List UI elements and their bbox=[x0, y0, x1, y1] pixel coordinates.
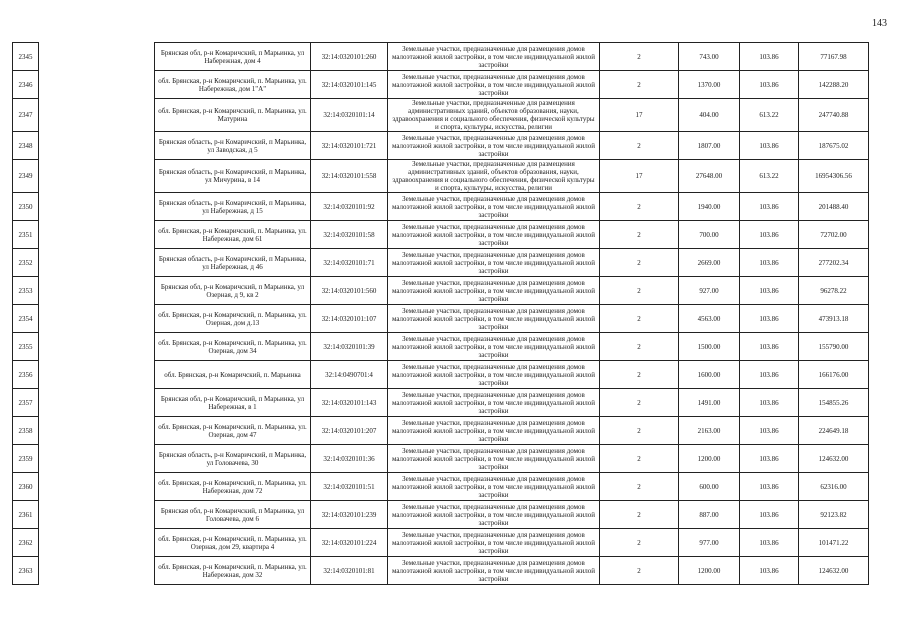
address-cell: Брянская обл, р-н Комаричский, п Марьинка, ул Набережная, в 1 bbox=[155, 389, 311, 417]
address-cell: обл. Брянская, р-н Комаричский, п. Марьинка, ул. Матурина bbox=[155, 99, 311, 132]
cadastral-value-cell: 154855.26 bbox=[799, 389, 869, 417]
cadastral-number-cell: 32:14:0320101:81 bbox=[311, 557, 388, 585]
row-number-cell: 2363 bbox=[13, 557, 39, 585]
cadastral-value-cell: 101471.22 bbox=[799, 529, 869, 557]
rate-cell: 103.86 bbox=[740, 277, 799, 305]
row-number-cell: 2346 bbox=[13, 71, 39, 99]
group-cell: 2 bbox=[600, 43, 679, 71]
row-number-cell: 2356 bbox=[13, 361, 39, 389]
cadastral-number-cell: 32:14:0320101:92 bbox=[311, 193, 388, 221]
table-row bbox=[13, 71, 869, 99]
cadastral-number-cell: 32:14:0320101:558 bbox=[311, 160, 388, 193]
cadastral-value-cell: 124632.00 bbox=[799, 445, 869, 473]
group-cell: 2 bbox=[600, 557, 679, 585]
address-cell: обл. Брянская, р-н Комаричский, п. Марьинка, ул. Набережная, дом 32 bbox=[155, 557, 311, 585]
area-cell: 1500.00 bbox=[679, 333, 740, 361]
address-cell: обл. Брянская, р-н Комаричский, п. Марьинка, ул. Озерная, дом 47 bbox=[155, 417, 311, 445]
rate-cell: 103.86 bbox=[740, 193, 799, 221]
spacer-cell bbox=[39, 160, 155, 193]
row-number-cell: 2357 bbox=[13, 389, 39, 417]
row-number-cell: 2347 bbox=[13, 99, 39, 132]
address-cell: Брянская область, р-н Комаричский, п Марьинка, ул Головачева, 30 bbox=[155, 445, 311, 473]
address-cell: обл. Брянская, р-н Комаричский, п. Марьинка, ул. Набережная, дом 1"А" bbox=[155, 71, 311, 99]
group-cell: 2 bbox=[600, 333, 679, 361]
cadastral-value-cell: 155790.00 bbox=[799, 333, 869, 361]
cadastral-number-cell: 32:14:0490701:4 bbox=[311, 361, 388, 389]
cadastral-number-cell: 32:14:0320101:39 bbox=[311, 333, 388, 361]
rate-cell: 103.86 bbox=[740, 501, 799, 529]
spacer-cell bbox=[39, 43, 155, 71]
row-number-cell: 2358 bbox=[13, 417, 39, 445]
address-cell: обл. Брянская, р-н Комаричский, п. Марьинка bbox=[155, 361, 311, 389]
table-row bbox=[13, 99, 869, 132]
table-row bbox=[13, 529, 869, 557]
cadastral-number-cell: 32:14:0320101:107 bbox=[311, 305, 388, 333]
rate-cell: 103.86 bbox=[740, 305, 799, 333]
table-row bbox=[13, 333, 869, 361]
area-cell: 600.00 bbox=[679, 473, 740, 501]
area-cell: 1491.00 bbox=[679, 389, 740, 417]
table-row bbox=[13, 417, 869, 445]
table-row bbox=[13, 557, 869, 585]
cadastral-value-cell: 16954306.56 bbox=[799, 160, 869, 193]
rate-cell: 103.86 bbox=[740, 333, 799, 361]
group-cell: 17 bbox=[600, 99, 679, 132]
rate-cell: 613.22 bbox=[740, 160, 799, 193]
address-cell: обл. Брянская, р-н Комаричский, п. Марьинка, ул. Озерная, дом д.13 bbox=[155, 305, 311, 333]
land-purpose-cell: Земельные участки, предназначенные для размещения домов малоэтажной жилой застройки, в том числе индивидуальной жилой застройки bbox=[388, 71, 600, 99]
rate-cell: 103.86 bbox=[740, 529, 799, 557]
table-row bbox=[13, 501, 869, 529]
rate-cell: 103.86 bbox=[740, 473, 799, 501]
land-purpose-cell: Земельные участки, предназначенные для размещения административных зданий, объектов образования, науки, здравоохранения и социального обеспечения, физической культуры и спорта, культуры, искусства, религии bbox=[388, 99, 600, 132]
row-number-cell: 2350 bbox=[13, 193, 39, 221]
row-number-cell: 2354 bbox=[13, 305, 39, 333]
cadastral-number-cell: 32:14:0320101:224 bbox=[311, 529, 388, 557]
cadastral-number-cell: 32:14:0320101:36 bbox=[311, 445, 388, 473]
land-purpose-cell: Земельные участки, предназначенные для размещения домов малоэтажной жилой застройки, в том числе индивидуальной жилой застройки bbox=[388, 277, 600, 305]
spacer-cell bbox=[39, 557, 155, 585]
cadastral-value-cell: 473913.18 bbox=[799, 305, 869, 333]
rate-cell: 103.86 bbox=[740, 71, 799, 99]
spacer-cell bbox=[39, 221, 155, 249]
address-cell: обл. Брянская, р-н Комаричский, п. Марьинка, ул. Озерная, дом 29, квартира 4 bbox=[155, 529, 311, 557]
row-number-cell: 2361 bbox=[13, 501, 39, 529]
address-cell: Брянская область, р-н Комаричский, п Марьинка, ул Набережная, д 15 bbox=[155, 193, 311, 221]
table-row bbox=[13, 249, 869, 277]
cadastral-number-cell: 32:14:0320101:71 bbox=[311, 249, 388, 277]
group-cell: 2 bbox=[600, 249, 679, 277]
area-cell: 927.00 bbox=[679, 277, 740, 305]
cadastral-number-cell: 32:14:0320101:207 bbox=[311, 417, 388, 445]
land-purpose-cell: Земельные участки, предназначенные для размещения домов малоэтажной жилой застройки, в том числе индивидуальной жилой застройки bbox=[388, 529, 600, 557]
rate-cell: 103.86 bbox=[740, 132, 799, 160]
address-cell: обл. Брянская, р-н Комаричский, п. Марьинка, ул. Озерная, дом 34 bbox=[155, 333, 311, 361]
group-cell: 2 bbox=[600, 389, 679, 417]
land-purpose-cell: Земельные участки, предназначенные для размещения домов малоэтажной жилой застройки, в том числе индивидуальной жилой застройки bbox=[388, 249, 600, 277]
cadastral-value-cell: 224649.18 bbox=[799, 417, 869, 445]
area-cell: 1940.00 bbox=[679, 193, 740, 221]
rate-cell: 103.86 bbox=[740, 221, 799, 249]
group-cell: 2 bbox=[600, 221, 679, 249]
group-cell: 2 bbox=[600, 529, 679, 557]
cadastral-value-cell: 124632.00 bbox=[799, 557, 869, 585]
group-cell: 2 bbox=[600, 277, 679, 305]
row-number-cell: 2351 bbox=[13, 221, 39, 249]
land-purpose-cell: Земельные участки, предназначенные для размещения домов малоэтажной жилой застройки, в том числе индивидуальной жилой застройки bbox=[388, 305, 600, 333]
row-number-cell: 2353 bbox=[13, 277, 39, 305]
spacer-cell bbox=[39, 333, 155, 361]
row-number-cell: 2348 bbox=[13, 132, 39, 160]
table-row bbox=[13, 221, 869, 249]
spacer-cell bbox=[39, 417, 155, 445]
land-purpose-cell: Земельные участки, предназначенные для размещения домов малоэтажной жилой застройки, в том числе индивидуальной жилой застройки bbox=[388, 557, 600, 585]
cadastral-number-cell: 32:14:0320101:145 bbox=[311, 71, 388, 99]
page-number: 143 bbox=[872, 18, 887, 29]
group-cell: 2 bbox=[600, 501, 679, 529]
land-purpose-cell: Земельные участки, предназначенные для размещения домов малоэтажной жилой застройки, в том числе индивидуальной жилой застройки bbox=[388, 389, 600, 417]
spacer-cell bbox=[39, 361, 155, 389]
cadastral-value-cell: 92123.82 bbox=[799, 501, 869, 529]
land-purpose-cell: Земельные участки, предназначенные для размещения домов малоэтажной жилой застройки, в том числе индивидуальной жилой застройки bbox=[388, 333, 600, 361]
group-cell: 2 bbox=[600, 361, 679, 389]
address-cell: Брянская область, р-н Комаричский, п Марьинка, ул Набережная, д 46 bbox=[155, 249, 311, 277]
spacer-cell bbox=[39, 305, 155, 333]
cadastral-value-cell: 247740.88 bbox=[799, 99, 869, 132]
cadastral-value-cell: 62316.00 bbox=[799, 473, 869, 501]
area-cell: 1370.00 bbox=[679, 71, 740, 99]
cadastral-value-cell: 96278.22 bbox=[799, 277, 869, 305]
rate-cell: 103.86 bbox=[740, 557, 799, 585]
area-cell: 1600.00 bbox=[679, 361, 740, 389]
cadastral-value-cell: 187675.02 bbox=[799, 132, 869, 160]
area-cell: 2669.00 bbox=[679, 249, 740, 277]
cadastral-value-cell: 277202.34 bbox=[799, 249, 869, 277]
spacer-cell bbox=[39, 389, 155, 417]
area-cell: 1200.00 bbox=[679, 445, 740, 473]
rate-cell: 103.86 bbox=[740, 249, 799, 277]
spacer-cell bbox=[39, 71, 155, 99]
spacer-cell bbox=[39, 277, 155, 305]
spacer-cell bbox=[39, 99, 155, 132]
land-purpose-cell: Земельные участки, предназначенные для размещения домов малоэтажной жилой застройки, в том числе индивидуальной жилой застройки bbox=[388, 473, 600, 501]
group-cell: 2 bbox=[600, 132, 679, 160]
address-cell: Брянская область, р-н Комаричский, п Марьинка, ул Заводская, д 5 bbox=[155, 132, 311, 160]
cadastral-value-cell: 201488.40 bbox=[799, 193, 869, 221]
group-cell: 2 bbox=[600, 417, 679, 445]
cadastral-value-cell: 166176.00 bbox=[799, 361, 869, 389]
table-row bbox=[13, 305, 869, 333]
area-cell: 977.00 bbox=[679, 529, 740, 557]
address-cell: Брянская область, р-н Комаричский, п Марьинка, ул Мичурина, в 14 bbox=[155, 160, 311, 193]
group-cell: 2 bbox=[600, 305, 679, 333]
row-number-cell: 2345 bbox=[13, 43, 39, 71]
table-row bbox=[13, 132, 869, 160]
spacer-cell bbox=[39, 193, 155, 221]
table-row bbox=[13, 473, 869, 501]
area-cell: 887.00 bbox=[679, 501, 740, 529]
row-number-cell: 2360 bbox=[13, 473, 39, 501]
cadastral-value-cell: 142288.20 bbox=[799, 71, 869, 99]
cadastral-number-cell: 32:14:0320101:143 bbox=[311, 389, 388, 417]
table-row bbox=[13, 43, 869, 71]
spacer-cell bbox=[39, 501, 155, 529]
spacer-cell bbox=[39, 249, 155, 277]
cadastral-number-cell: 32:14:0320101:721 bbox=[311, 132, 388, 160]
group-cell: 17 bbox=[600, 160, 679, 193]
group-cell: 2 bbox=[600, 445, 679, 473]
cadastral-number-cell: 32:14:0320101:14 bbox=[311, 99, 388, 132]
rate-cell: 103.86 bbox=[740, 361, 799, 389]
rate-cell: 103.86 bbox=[740, 43, 799, 71]
spacer-cell bbox=[39, 529, 155, 557]
area-cell: 4563.00 bbox=[679, 305, 740, 333]
land-purpose-cell: Земельные участки, предназначенные для размещения домов малоэтажной жилой застройки, в том числе индивидуальной жилой застройки bbox=[388, 132, 600, 160]
cadastral-number-cell: 32:14:0320101:260 bbox=[311, 43, 388, 71]
land-purpose-cell: Земельные участки, предназначенные для размещения административных зданий, объектов образования, науки, здравоохранения и социального обеспечения, физической культуры и спорта, культуры, искусства, религии bbox=[388, 160, 600, 193]
table-row bbox=[13, 445, 869, 473]
cadastral-number-cell: 32:14:0320101:560 bbox=[311, 277, 388, 305]
row-number-cell: 2349 bbox=[13, 160, 39, 193]
group-cell: 2 bbox=[600, 193, 679, 221]
land-purpose-cell: Земельные участки, предназначенные для размещения домов малоэтажной жилой застройки, в том числе индивидуальной жилой застройки bbox=[388, 43, 600, 71]
land-registry-table bbox=[12, 42, 869, 585]
address-cell: Брянская обл, р-н Комаричский, п Марьинка, ул Набережная, дом 4 bbox=[155, 43, 311, 71]
rate-cell: 613.22 bbox=[740, 99, 799, 132]
land-purpose-cell: Земельные участки, предназначенные для размещения домов малоэтажной жилой застройки, в том числе индивидуальной жилой застройки bbox=[388, 445, 600, 473]
group-cell: 2 bbox=[600, 473, 679, 501]
land-purpose-cell: Земельные участки, предназначенные для размещения домов малоэтажной жилой застройки, в том числе индивидуальной жилой застройки bbox=[388, 221, 600, 249]
row-number-cell: 2355 bbox=[13, 333, 39, 361]
spacer-cell bbox=[39, 445, 155, 473]
row-number-cell: 2359 bbox=[13, 445, 39, 473]
cadastral-value-cell: 72702.00 bbox=[799, 221, 869, 249]
area-cell: 1200.00 bbox=[679, 557, 740, 585]
table-row bbox=[13, 361, 869, 389]
land-purpose-cell: Земельные участки, предназначенные для размещения домов малоэтажной жилой застройки, в том числе индивидуальной жилой застройки bbox=[388, 361, 600, 389]
area-cell: 743.00 bbox=[679, 43, 740, 71]
area-cell: 700.00 bbox=[679, 221, 740, 249]
group-cell: 2 bbox=[600, 71, 679, 99]
cadastral-number-cell: 32:14:0320101:58 bbox=[311, 221, 388, 249]
cadastral-number-cell: 32:14:0320101:239 bbox=[311, 501, 388, 529]
rate-cell: 103.86 bbox=[740, 417, 799, 445]
spacer-cell bbox=[39, 132, 155, 160]
area-cell: 404.00 bbox=[679, 99, 740, 132]
cadastral-value-cell: 77167.98 bbox=[799, 43, 869, 71]
land-purpose-cell: Земельные участки, предназначенные для размещения домов малоэтажной жилой застройки, в том числе индивидуальной жилой застройки bbox=[388, 501, 600, 529]
rate-cell: 103.86 bbox=[740, 389, 799, 417]
land-purpose-cell: Земельные участки, предназначенные для размещения домов малоэтажной жилой застройки, в том числе индивидуальной жилой застройки bbox=[388, 193, 600, 221]
address-cell: Брянская обл, р-н Комаричский, п Марьинка, ул Озерная, д 9, кв 2 bbox=[155, 277, 311, 305]
table-row bbox=[13, 389, 869, 417]
table-row bbox=[13, 277, 869, 305]
row-number-cell: 2362 bbox=[13, 529, 39, 557]
row-number-cell: 2352 bbox=[13, 249, 39, 277]
land-purpose-cell: Земельные участки, предназначенные для размещения домов малоэтажной жилой застройки, в том числе индивидуальной жилой застройки bbox=[388, 417, 600, 445]
table-row bbox=[13, 160, 869, 193]
area-cell: 2163.00 bbox=[679, 417, 740, 445]
area-cell: 27648.00 bbox=[679, 160, 740, 193]
cadastral-number-cell: 32:14:0320101:51 bbox=[311, 473, 388, 501]
address-cell: обл. Брянская, р-н Комаричский, п. Марьинка, ул. Набережная, дом 72 bbox=[155, 473, 311, 501]
address-cell: обл. Брянская, р-н Комаричский, п. Марьинка, ул. Набережная, дом 61 bbox=[155, 221, 311, 249]
address-cell: Брянская обл, р-н Комаричский, п Марьинка, ул Головачева, дом 6 bbox=[155, 501, 311, 529]
table-row bbox=[13, 193, 869, 221]
area-cell: 1807.00 bbox=[679, 132, 740, 160]
spacer-cell bbox=[39, 473, 155, 501]
rate-cell: 103.86 bbox=[740, 445, 799, 473]
